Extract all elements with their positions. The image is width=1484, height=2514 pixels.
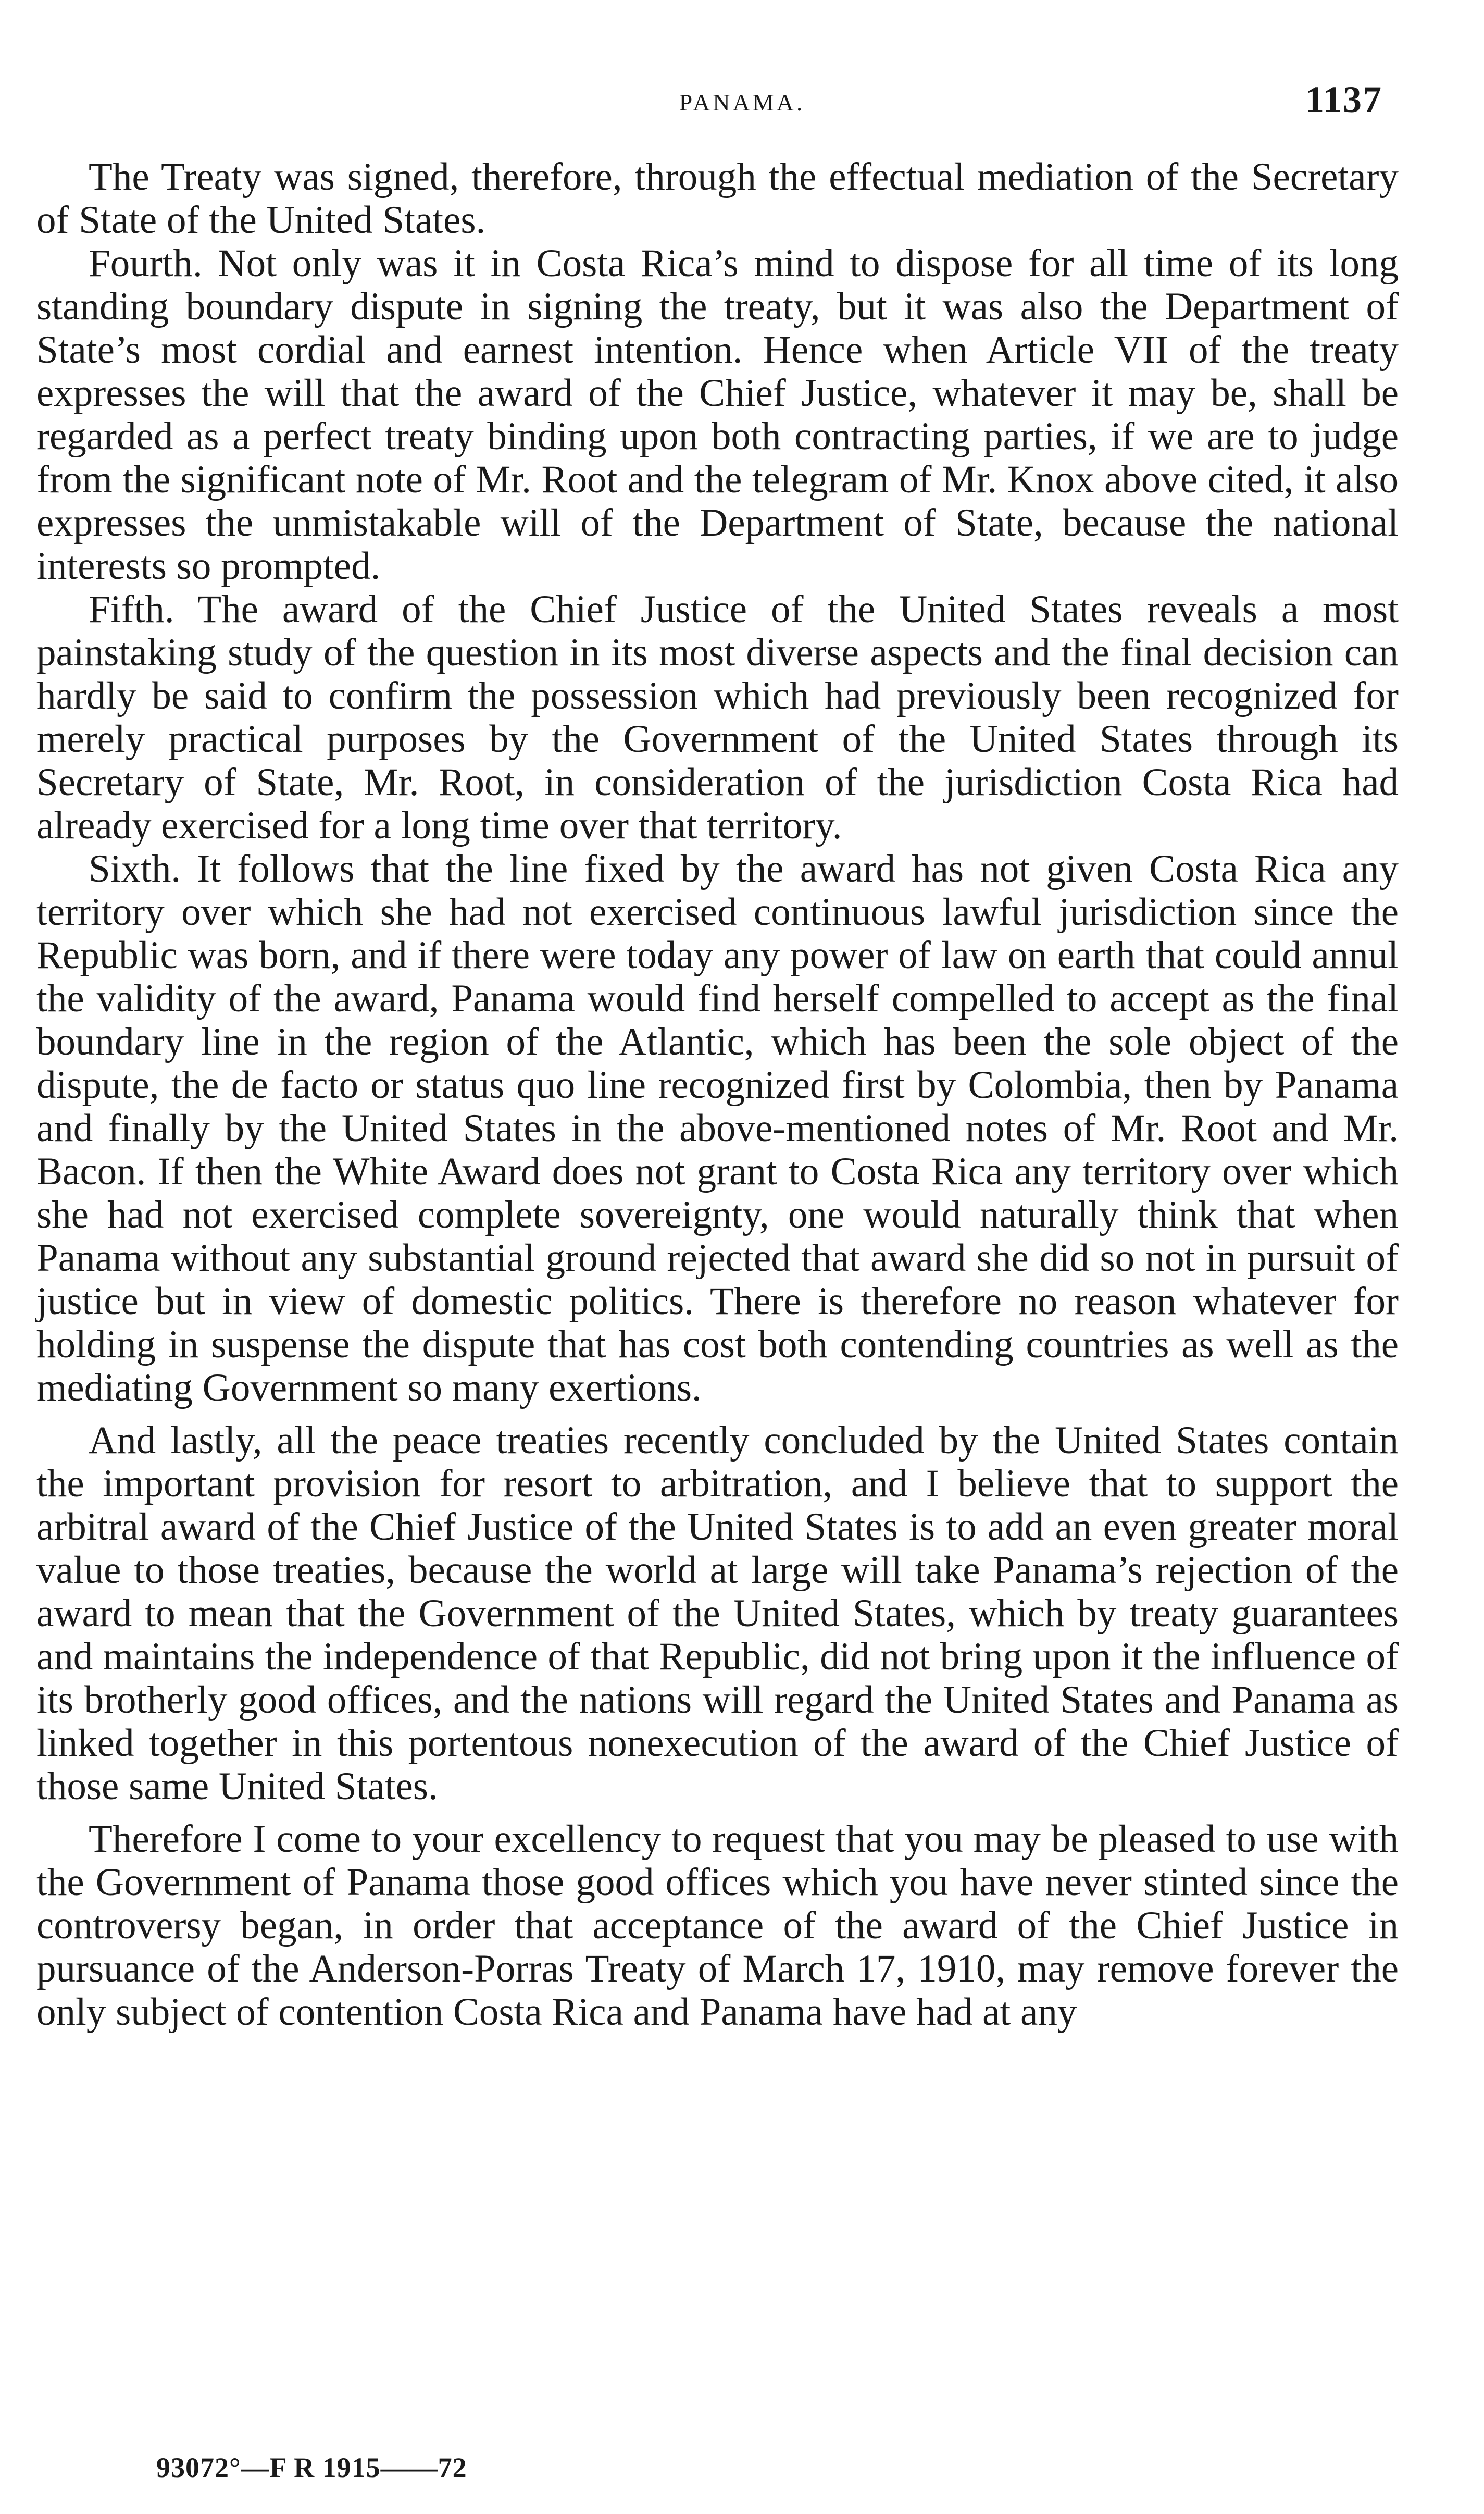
paragraph-fourth: Fourth. Not only was it in Costa Rica’s mind to dispose for all time of its long standing boundary dispute in signing the treaty, but it was also the Department of State’s most cordial and earnest intention. Hence when Article VII of the treaty expresses the will that the award of the Chief Justice, whatever it may be, shall be regarded as a perfect treaty binding upon both contracting parties, if we are to judge from the significant note of Mr. Root and the telegram of Mr. Knox above cited, it also expresses the unmistakable will of the Department of State, because the national interests so prompted.: [36, 242, 1399, 588]
running-head: [0, 78, 1484, 125]
paragraph-fifth: Fifth. The award of the Chief Justice of the United States reveals a most painstaking study of the question in its most diverse aspects and the final decision can hardly be said to confirm the possession which had previously been recognized for merely practical purposes by the Government of the United States through its Secretary of State, Mr. Root, in consideration of the jurisdiction Costa Rica had already exercised for a long time over that territory.: [36, 588, 1399, 847]
running-title: PANAMA.: [679, 89, 805, 116]
paragraph-treaty-signed: The Treaty was signed, therefore, through the effectual mediation of the Secretary of State of the United States.: [36, 155, 1399, 242]
page-number: 1137: [1305, 79, 1382, 120]
body-text: [36, 155, 1399, 2034]
paragraph-and-lastly: And lastly, all the peace treaties recently concluded by the United States contain the important provision for resort to arbitration, and I believe that to support the arbitral award of the Chief Justice of the United States is to add an even greater moral value to those treaties, because the world at large will take Panama’s rejection of the award to mean that the Government of the United States, which by treaty guarantees and maintains the independence of that Republic, did not bring upon it the influence of its brotherly good offices, and the nations will regard the United States and Panama as linked together in this portentous nonexecution of the award of the Chief Justice of those same United States.: [36, 1419, 1399, 1808]
paragraph-sixth: Sixth. It follows that the line fixed by the award has not given Costa Rica any territory over which she had not exercised continuous lawful jurisdiction since the Republic was born, and if there were today any power of law on earth that could annul the validity of the award, Panama would find herself compelled to accept as the final boundary line in the region of the Atlantic, which has been the sole object of the dispute, the de facto or status quo line recognized first by Colombia, then by Panama and finally by the United States in the above-mentioned notes of Mr. Root and Mr. Bacon. If then the White Award does not grant to Costa Rica any territory over which she had not exercised complete sovereignty, one would naturally think that when Panama without any substantial ground rejected that award she did so not in pursuit of justice but in view of domestic politics. There is therefore no reason whatever for holding in suspense the dispute that has cost both contending countries as well as the mediating Government so many exertions.: [36, 847, 1399, 1409]
paragraph-therefore: Therefore I come to your excellency to request that you may be pleased to use with the Government of Panama those good offices which you have never stinted since the controversy began, in order that acceptance of the award of the Chief Justice in pursuance of the Anderson-Porras Treaty of March 17, 1910, may remove forever the only subject of contention Costa Rica and Panama have had at any: [36, 1817, 1399, 2034]
footer-signature-code: 93072°—F R 1915——72: [156, 2452, 467, 2483]
